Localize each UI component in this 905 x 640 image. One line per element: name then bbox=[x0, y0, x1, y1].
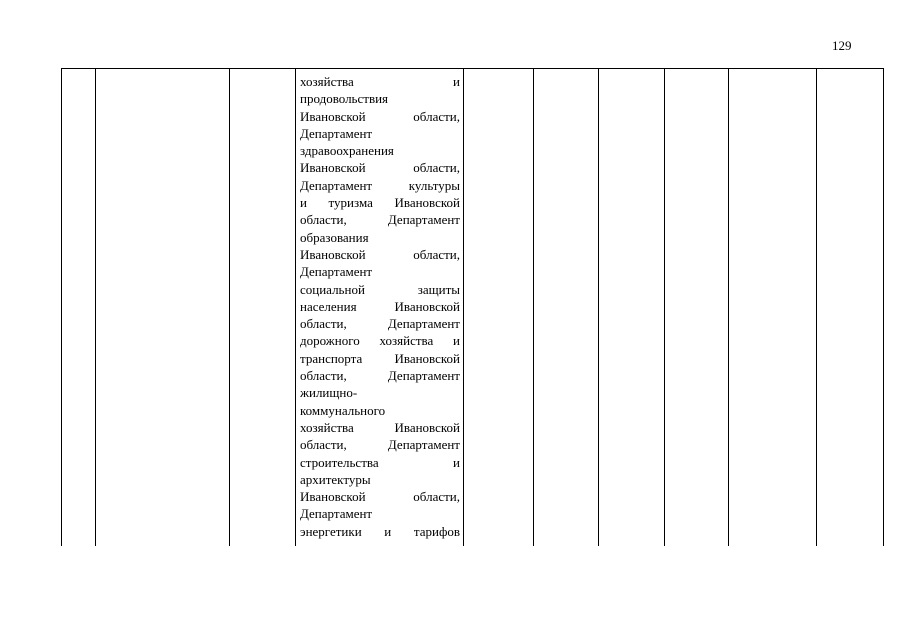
column-border-2 bbox=[229, 68, 230, 546]
cell-line: хозяйства Ивановской bbox=[300, 419, 460, 435]
cell-line: Ивановской области, bbox=[300, 489, 460, 505]
cell-line: транспорта Ивановской bbox=[300, 350, 460, 366]
table-top-border bbox=[61, 68, 883, 69]
cell-line: образования bbox=[300, 229, 369, 245]
cell-line: жилищно- bbox=[300, 385, 358, 401]
cell-line: хозяйства и bbox=[300, 74, 460, 89]
column-border-1 bbox=[95, 68, 96, 546]
cell-line: продовольствия bbox=[300, 91, 389, 107]
cell-line: области, Департамент bbox=[300, 316, 460, 332]
cell-line: социальной защиты bbox=[300, 281, 460, 297]
cell-line: и туризма Ивановской bbox=[300, 195, 460, 211]
cell-line: Департамент bbox=[300, 264, 373, 280]
column-border-10 bbox=[883, 68, 884, 546]
column-border-9 bbox=[816, 68, 817, 546]
cell-line: архитектуры bbox=[300, 471, 371, 487]
column-border-3 bbox=[295, 68, 296, 546]
column-border-6 bbox=[598, 68, 599, 546]
cell-line: Департамент bbox=[300, 506, 373, 522]
cell-line: Ивановской области, bbox=[300, 246, 460, 262]
column-border-4 bbox=[463, 68, 464, 546]
column-border-0 bbox=[61, 68, 62, 546]
column-border-7 bbox=[664, 68, 665, 546]
cell-line: Департамент bbox=[300, 125, 373, 141]
cell-line: Ивановской области, bbox=[300, 108, 460, 124]
column-border-5 bbox=[533, 68, 534, 546]
cell-line: области, Департамент bbox=[300, 368, 460, 384]
cell-line: здравоохранения bbox=[300, 143, 394, 159]
cell-line: области, Департамент bbox=[300, 212, 460, 228]
cell-line: коммунального bbox=[300, 402, 386, 418]
cell-line: Департамент культуры bbox=[300, 177, 460, 193]
cell-line: строительства и bbox=[300, 454, 460, 470]
cell-line: области, Департамент bbox=[300, 437, 460, 453]
column-border-8 bbox=[728, 68, 729, 546]
executor-cell-text bbox=[300, 73, 460, 540]
cell-line: энергетики и тарифов bbox=[300, 523, 460, 539]
page-number: 129 bbox=[832, 38, 852, 53]
cell-line: населения Ивановской bbox=[300, 298, 460, 314]
cell-line: Ивановской области, bbox=[300, 160, 460, 176]
cell-line: дорожного хозяйства и bbox=[300, 333, 460, 349]
